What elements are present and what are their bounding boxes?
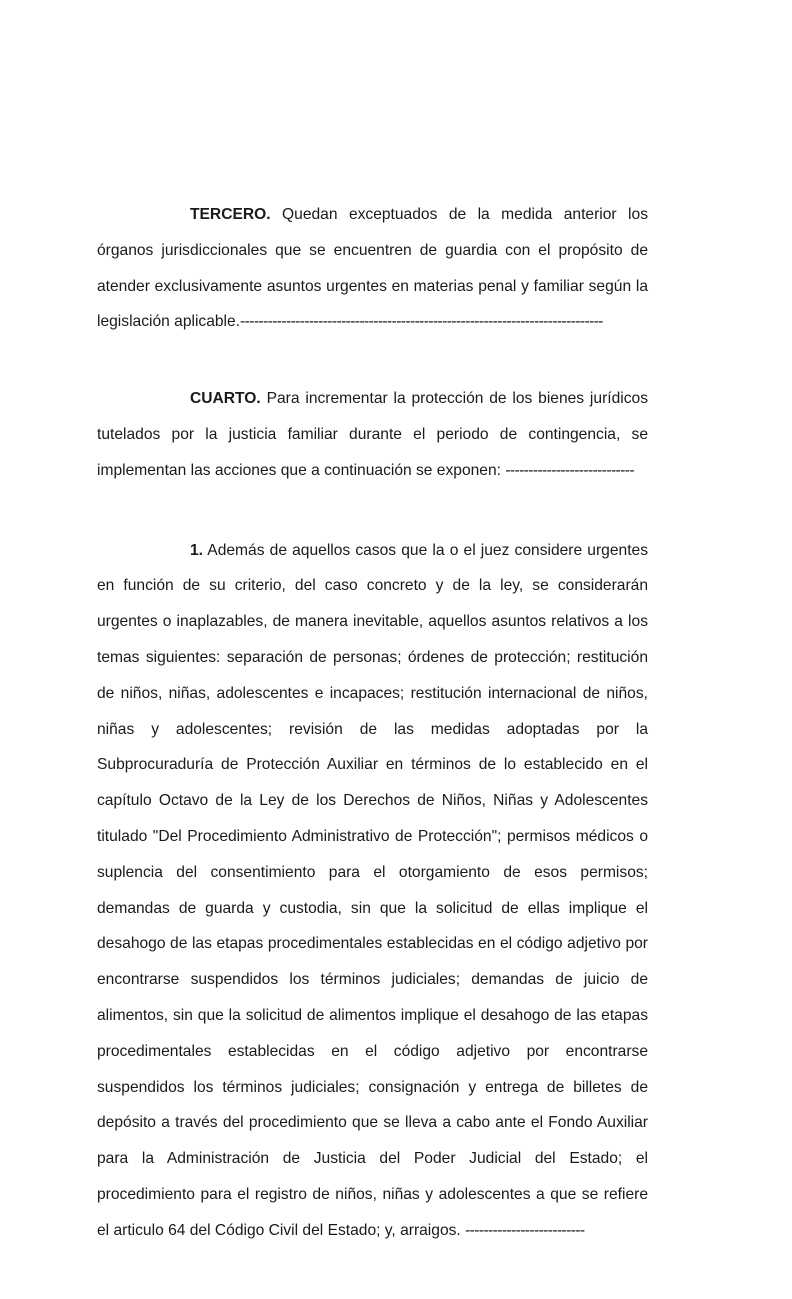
paragraph-item-1 — [97, 533, 648, 1249]
document-body — [97, 197, 648, 1249]
paragraph-item-1-lead: 1. — [190, 541, 204, 559]
paragraph-item-1-dashes: -------------------------- — [465, 1221, 585, 1239]
paragraph-spacer — [97, 340, 648, 381]
paragraph-spacer — [97, 489, 648, 533]
paragraph-tercero-dashes: ------------------------------------------------------------------------------- — [240, 313, 603, 331]
paragraph-tercero — [97, 197, 648, 340]
paragraph-item-1-text: Además de aquellos casos que la o el juez considere urgentes en función de su criterio, del caso concreto y de la ley, se considerarán urgentes o inaplazables, de manera inevitable, aquellos asuntos relativos a los temas siguientes: separación de personas; órdenes de protección; restitución de niños, niñas, adolescentes e incapaces; restitución internacional de niños, niñas y adolescentes; revisión de las medidas adoptadas por la Subprocuraduría de Protección Auxiliar en términos de lo establecido en el capítulo Octavo de la Ley de los Derechos de Niños, Niñas y Adolescentes titulado "Del Procedimiento Administrativo de Protección"; permisos médicos o suplencia del consentimiento para el otorgamiento de esos permisos; demandas de guarda y custodia, sin que la solicitud de ellas implique el desahogo de las etapas procedimentales establecidas en el código adjetivo por encontrarse suspendidos los términos judiciales; demandas de juicio de alimentos, sin que la solicitud de alimentos implique el desahogo de las etapas procedimentales establecidas en el código adjetivo por encontrarse suspendidos los términos judiciales; consignación y entrega de billetes de depósito a través del procedimiento que se lleva a cabo ante el Fondo Auxiliar para la Administración de Justicia del Poder Judicial del Estado; el procedimiento para el registro de niños, niñas y adolescentes a que se refiere el articulo 64 del Código Civil del Estado; y, arraigos. — [97, 541, 648, 1239]
paragraph-cuarto — [97, 381, 648, 488]
paragraph-cuarto-lead: CUARTO. — [190, 390, 261, 408]
paragraph-cuarto-text: Para incrementar la protección de los bienes jurídicos tutelados por la justicia familiar durante el periodo de contingencia, se implementan las acciones que a continuación se exponen: — [97, 390, 648, 479]
paragraph-tercero-text: Quedan exceptuados de la medida anterior los órganos jurisdiccionales que se encuentren de guardia con el propósito de atender exclusivamente asuntos urgentes en materias penal y familiar según la legislación aplicable. — [97, 206, 648, 331]
paragraph-tercero-lead: TERCERO. — [190, 206, 271, 223]
paragraph-cuarto-dashes: ---------------------------- — [505, 461, 634, 479]
